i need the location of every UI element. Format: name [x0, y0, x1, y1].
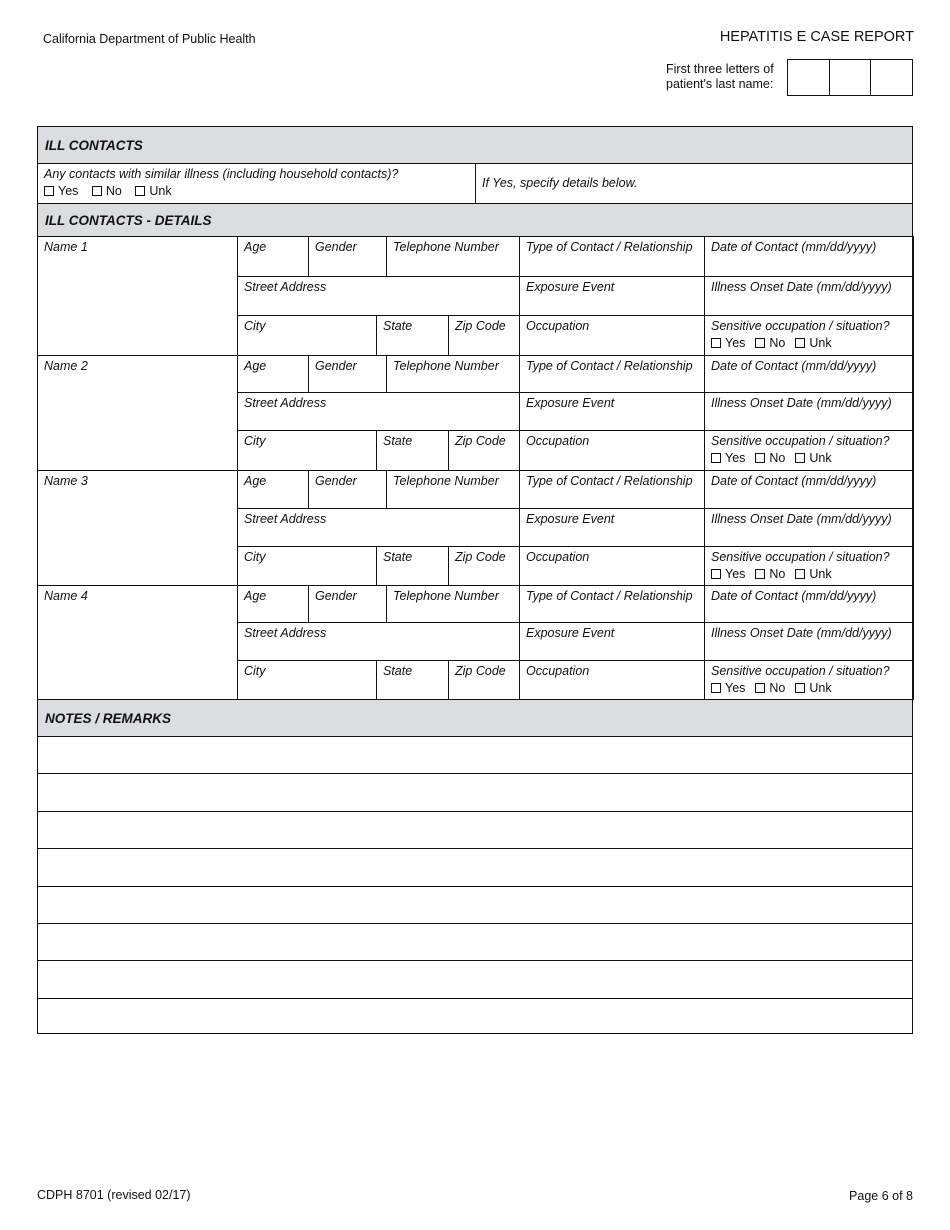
contact-type-field-label: Type of Contact / Relationship — [526, 240, 693, 254]
contact-sensitive-field-label: Sensitive occupation / situation? — [711, 550, 890, 564]
contact-name-field-label: Name 4 — [44, 589, 88, 603]
contact-date-field[interactable] — [704, 236, 914, 277]
contact-sensitive-field[interactable] — [704, 660, 914, 700]
checkbox-icon — [795, 338, 805, 348]
contact-gender-field[interactable] — [308, 470, 387, 509]
contact-age-field-label: Age — [244, 240, 267, 254]
checkbox-icon — [755, 683, 765, 693]
checkbox-icon — [135, 186, 145, 196]
contact-gender-field-label: Gender — [315, 359, 357, 373]
contact-city-field[interactable] — [237, 546, 377, 586]
form-id: CDPH 8701 (revised 02/17) — [37, 1188, 191, 1202]
contact-date-field[interactable] — [704, 585, 914, 623]
sensitive-no[interactable]: No — [755, 681, 785, 695]
sensitive-options — [711, 681, 907, 696]
contact-zip-field-label: Zip Code — [455, 434, 506, 448]
contact-onset-field[interactable] — [704, 276, 914, 316]
contact-exposure-field-label: Exposure Event — [526, 512, 615, 526]
contact-type-field[interactable] — [519, 470, 705, 509]
contact-zip-field[interactable] — [448, 546, 520, 586]
contact-type-field-label: Type of Contact / Relationship — [526, 474, 693, 488]
contact-type-field[interactable] — [519, 355, 705, 393]
contact-date-field-label: Date of Contact (mm/dd/yyyy) — [711, 359, 877, 373]
contact-sensitive-field-label: Sensitive occupation / situation? — [711, 664, 890, 678]
letter-box-2[interactable] — [830, 60, 872, 95]
sensitive-yes[interactable]: Yes — [711, 567, 745, 581]
contact-state-field[interactable] — [376, 315, 449, 356]
contact-state-field-label: State — [383, 550, 413, 564]
contact-telephone-field-label: Telephone Number — [393, 589, 499, 603]
notes-row[interactable] — [37, 773, 913, 811]
sensitive-options — [711, 336, 907, 351]
sensitive-options — [711, 567, 907, 582]
contact-state-field-label: State — [383, 434, 413, 448]
similar-illness-no[interactable]: No — [92, 184, 122, 198]
last-name-letter-boxes — [787, 59, 913, 96]
contact-age-field[interactable] — [237, 585, 309, 623]
contact-state-field[interactable] — [376, 546, 449, 586]
contact-sensitive-field[interactable] — [704, 430, 914, 471]
contact-age-field[interactable] — [237, 470, 309, 509]
contact-onset-field-label: Illness Onset Date (mm/dd/yyyy) — [711, 512, 892, 526]
department-name: California Department of Public Health — [43, 32, 256, 46]
contact-name-field[interactable] — [37, 470, 238, 586]
contact-city-field-label: City — [244, 664, 266, 678]
contact-telephone-field[interactable] — [386, 470, 520, 509]
similar-illness-yes[interactable]: Yes — [44, 184, 78, 198]
contact-telephone-field[interactable] — [386, 355, 520, 393]
contact-city-field[interactable] — [237, 315, 377, 356]
contact-type-field[interactable] — [519, 236, 705, 277]
similar-illness-unk[interactable]: Unk — [135, 184, 171, 198]
contact-onset-field[interactable] — [704, 508, 914, 547]
notes-row[interactable] — [37, 923, 913, 961]
letter-box-3[interactable] — [871, 60, 912, 95]
contact-zip-field[interactable] — [448, 430, 520, 471]
contact-gender-field[interactable] — [308, 355, 387, 393]
contact-age-field[interactable] — [237, 355, 309, 393]
contact-telephone-field-label: Telephone Number — [393, 474, 499, 488]
checkbox-icon — [755, 569, 765, 579]
letter-box-1[interactable] — [788, 60, 830, 95]
contact-age-field[interactable] — [237, 236, 309, 277]
contact-exposure-field-label: Exposure Event — [526, 280, 615, 294]
contact-date-field[interactable] — [704, 355, 914, 393]
sensitive-unk[interactable]: Unk — [795, 336, 831, 350]
sensitive-unk[interactable]: Unk — [795, 567, 831, 581]
similar-illness-question-text: Any contacts with similar illness (including household contacts)? — [44, 167, 399, 181]
contact-sensitive-field[interactable] — [704, 546, 914, 586]
contact-street-field[interactable] — [237, 622, 520, 661]
contact-date-field-label: Date of Contact (mm/dd/yyyy) — [711, 240, 877, 254]
contact-city-field[interactable] — [237, 430, 377, 471]
contact-gender-field[interactable] — [308, 236, 387, 277]
contact-onset-field-label: Illness Onset Date (mm/dd/yyyy) — [711, 626, 892, 640]
contact-name-field[interactable] — [37, 585, 238, 700]
sensitive-yes[interactable]: Yes — [711, 451, 745, 465]
contact-state-field-label: State — [383, 664, 413, 678]
contact-age-field-label: Age — [244, 474, 267, 488]
contact-telephone-field[interactable] — [386, 236, 520, 277]
contact-city-field-label: City — [244, 434, 266, 448]
contact-sensitive-field-label: Sensitive occupation / situation? — [711, 319, 890, 333]
contact-sensitive-field[interactable] — [704, 315, 914, 356]
contact-street-field-label: Street Address — [244, 396, 327, 410]
contact-street-field[interactable] — [237, 508, 520, 547]
contact-exposure-field[interactable] — [519, 276, 705, 316]
notes-row[interactable] — [37, 848, 913, 886]
contact-street-field[interactable] — [237, 276, 520, 316]
form-title: HEPATITIS E CASE REPORT — [719, 29, 914, 45]
notes-row[interactable] — [37, 811, 913, 849]
checkbox-icon — [795, 569, 805, 579]
contact-type-field[interactable] — [519, 585, 705, 623]
contact-exposure-field[interactable] — [519, 392, 705, 431]
contact-street-field[interactable] — [237, 392, 520, 431]
sensitive-options — [711, 451, 907, 466]
contact-age-field-label: Age — [244, 359, 267, 373]
contact-onset-field-label: Illness Onset Date (mm/dd/yyyy) — [711, 396, 892, 410]
contact-zip-field-label: Zip Code — [455, 664, 506, 678]
contact-occupation-field-label: Occupation — [526, 664, 590, 678]
checkbox-icon — [92, 186, 102, 196]
contact-age-field-label: Age — [244, 589, 267, 603]
similar-illness-question — [37, 163, 476, 204]
contact-state-field[interactable] — [376, 430, 449, 471]
contact-gender-field[interactable] — [308, 585, 387, 623]
notes-row[interactable] — [37, 886, 913, 924]
contact-exposure-field[interactable] — [519, 508, 705, 547]
checkbox-icon — [711, 569, 721, 579]
contact-street-field-label: Street Address — [244, 512, 327, 526]
checkbox-icon — [755, 338, 765, 348]
contact-type-field-label: Type of Contact / Relationship — [526, 359, 693, 373]
page-number: Page 6 of 8 — [849, 1189, 913, 1203]
if-yes-instruction: If Yes, specify details below. — [475, 163, 913, 204]
contact-state-field[interactable] — [376, 660, 449, 700]
contact-occupation-field-label: Occupation — [526, 434, 590, 448]
contact-name-field-label: Name 1 — [44, 240, 88, 254]
contact-zip-field[interactable] — [448, 315, 520, 356]
sensitive-yes[interactable]: Yes — [711, 336, 745, 350]
contact-onset-field-label: Illness Onset Date (mm/dd/yyyy) — [711, 280, 892, 294]
contact-type-field-label: Type of Contact / Relationship — [526, 589, 693, 603]
similar-illness-options — [44, 184, 469, 199]
notes-row[interactable] — [37, 736, 913, 774]
contact-occupation-field[interactable] — [519, 546, 705, 586]
checkbox-icon — [711, 453, 721, 463]
contact-name-field-label: Name 2 — [44, 359, 88, 373]
ill-contacts-heading: ILL CONTACTS — [37, 126, 913, 164]
sensitive-no[interactable]: No — [755, 336, 785, 350]
notes-row[interactable] — [37, 998, 913, 1034]
sensitive-unk[interactable]: Unk — [795, 451, 831, 465]
sensitive-no[interactable]: No — [755, 567, 785, 581]
checkbox-icon — [711, 338, 721, 348]
contact-name-field[interactable] — [37, 236, 238, 356]
checkbox-icon — [795, 683, 805, 693]
contact-exposure-field-label: Exposure Event — [526, 626, 615, 640]
contact-date-field[interactable] — [704, 470, 914, 509]
contact-gender-field-label: Gender — [315, 589, 357, 603]
details-heading: ILL CONTACTS - DETAILS — [37, 203, 913, 237]
last-name-label: First three letters of patient's last name: — [666, 62, 774, 91]
contact-zip-field[interactable] — [448, 660, 520, 700]
contact-city-field[interactable] — [237, 660, 377, 700]
contact-gender-field-label: Gender — [315, 240, 357, 254]
contact-sensitive-field-label: Sensitive occupation / situation? — [711, 434, 890, 448]
contact-zip-field-label: Zip Code — [455, 550, 506, 564]
contact-onset-field[interactable] — [704, 622, 914, 661]
contact-telephone-field-label: Telephone Number — [393, 240, 499, 254]
contact-name-field-label: Name 3 — [44, 474, 88, 488]
checkbox-icon — [44, 186, 54, 196]
notes-heading: NOTES / REMARKS — [37, 699, 913, 737]
contact-exposure-field-label: Exposure Event — [526, 396, 615, 410]
contact-city-field-label: City — [244, 319, 266, 333]
contact-gender-field-label: Gender — [315, 474, 357, 488]
contact-street-field-label: Street Address — [244, 280, 327, 294]
contact-onset-field[interactable] — [704, 392, 914, 431]
contact-exposure-field[interactable] — [519, 622, 705, 661]
contact-occupation-field[interactable] — [519, 315, 705, 356]
contact-occupation-field[interactable] — [519, 660, 705, 700]
checkbox-icon — [795, 453, 805, 463]
contact-zip-field-label: Zip Code — [455, 319, 506, 333]
sensitive-unk[interactable]: Unk — [795, 681, 831, 695]
sensitive-yes[interactable]: Yes — [711, 681, 745, 695]
checkbox-icon — [755, 453, 765, 463]
sensitive-no[interactable]: No — [755, 451, 785, 465]
contact-telephone-field-label: Telephone Number — [393, 359, 499, 373]
contact-state-field-label: State — [383, 319, 413, 333]
checkbox-icon — [711, 683, 721, 693]
contact-occupation-field[interactable] — [519, 430, 705, 471]
contact-telephone-field[interactable] — [386, 585, 520, 623]
contact-city-field-label: City — [244, 550, 266, 564]
contact-street-field-label: Street Address — [244, 626, 327, 640]
contact-date-field-label: Date of Contact (mm/dd/yyyy) — [711, 589, 877, 603]
contact-name-field[interactable] — [37, 355, 238, 471]
contact-occupation-field-label: Occupation — [526, 319, 590, 333]
contact-occupation-field-label: Occupation — [526, 550, 590, 564]
contact-date-field-label: Date of Contact (mm/dd/yyyy) — [711, 474, 877, 488]
notes-row[interactable] — [37, 960, 913, 998]
